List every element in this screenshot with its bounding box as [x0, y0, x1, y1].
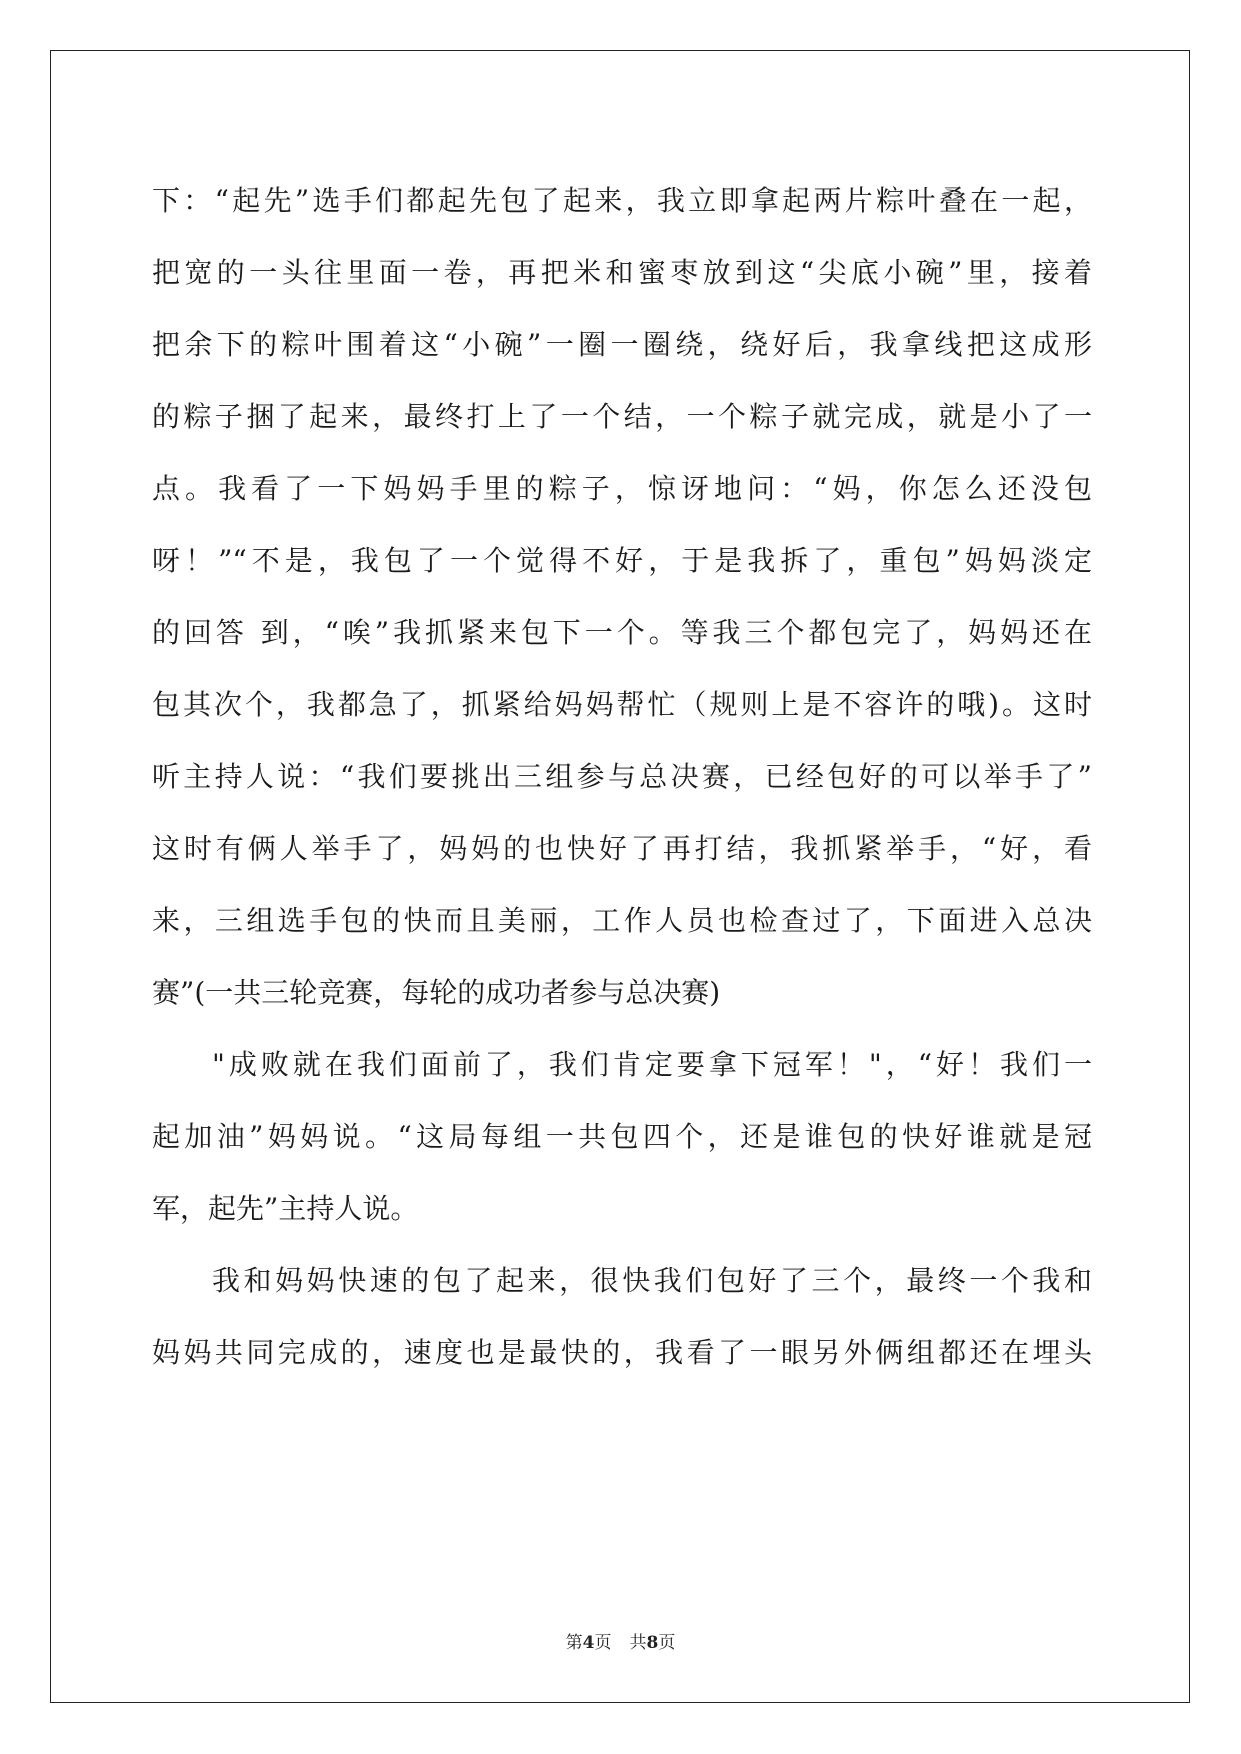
text-line: 把余下的粽叶围着这“小碗”一圈一圈绕，绕好后，我拿线把这成形: [152, 328, 1092, 361]
page-footer: [0, 1628, 1241, 1653]
text-line: 起加油”妈妈说。“这局每组一共包四个，还是谁包的快好谁就是冠: [152, 1120, 1092, 1153]
text-line: 赛”(一共三轮竞赛，每轮的成功者参与总决赛): [152, 976, 721, 1009]
text-line: 来，三组选手包的快而且美丽，工作人员也检查过了，下面进入总决: [152, 904, 1092, 937]
footer-page-prefix: 第: [565, 1633, 583, 1653]
document-body: [152, 165, 1092, 1389]
text-line: 我和妈妈快速的包了起来，很快我们包好了三个，最终一个我和: [212, 1264, 1092, 1297]
footer-page-suffix: 页: [594, 1633, 612, 1653]
text-line: 军，起先”主持人说。: [152, 1192, 419, 1225]
text-line: 妈妈共同完成的，速度也是最快的，我看了一眼另外俩组都还在埋头: [152, 1336, 1092, 1369]
text-line: 呀！”“不是，我包了一个觉得不好，于是我拆了，重包”妈妈淡定: [152, 544, 1092, 577]
footer-page-number: 4: [582, 1633, 595, 1653]
footer-total-suffix: 页: [658, 1633, 676, 1653]
text-line: 把宽的一头往里面一卷，再把米和蜜枣放到这“尖底小碗”里，接着: [152, 256, 1092, 289]
text-line: 听主持人说：“我们要挑出三组参与总决赛，已经包好的可以举手了”: [152, 760, 1092, 793]
footer-total-pages: 8: [646, 1633, 659, 1653]
text-line: 这时有俩人举手了，妈妈的也快好了再打结，我抓紧举手，“好，看: [152, 832, 1092, 865]
text-line: 的粽子捆了起来，最终打上了一个结，一个粽子就完成，就是小了一: [152, 400, 1092, 433]
text-line: 下：“起先”选手们都起先包了起来，我立即拿起两片粽叶叠在一起，: [152, 184, 1092, 217]
text-line: 包其次个，我都急了，抓紧给妈妈帮忙（规则上是不容许的哦)。这时: [152, 688, 1092, 721]
footer-total-prefix: 共: [629, 1633, 647, 1653]
text-line: 点。我看了一下妈妈手里的粽子，惊讶地问：“妈，你怎么还没包: [152, 472, 1092, 505]
text-line: "成败就在我们面前了，我们肯定要拿下冠军！"，“好！我们一: [212, 1048, 1092, 1081]
text-line: 的回答 到，“唉”我抓紧来包下一个。等我三个都包完了，妈妈还在: [152, 616, 1092, 649]
